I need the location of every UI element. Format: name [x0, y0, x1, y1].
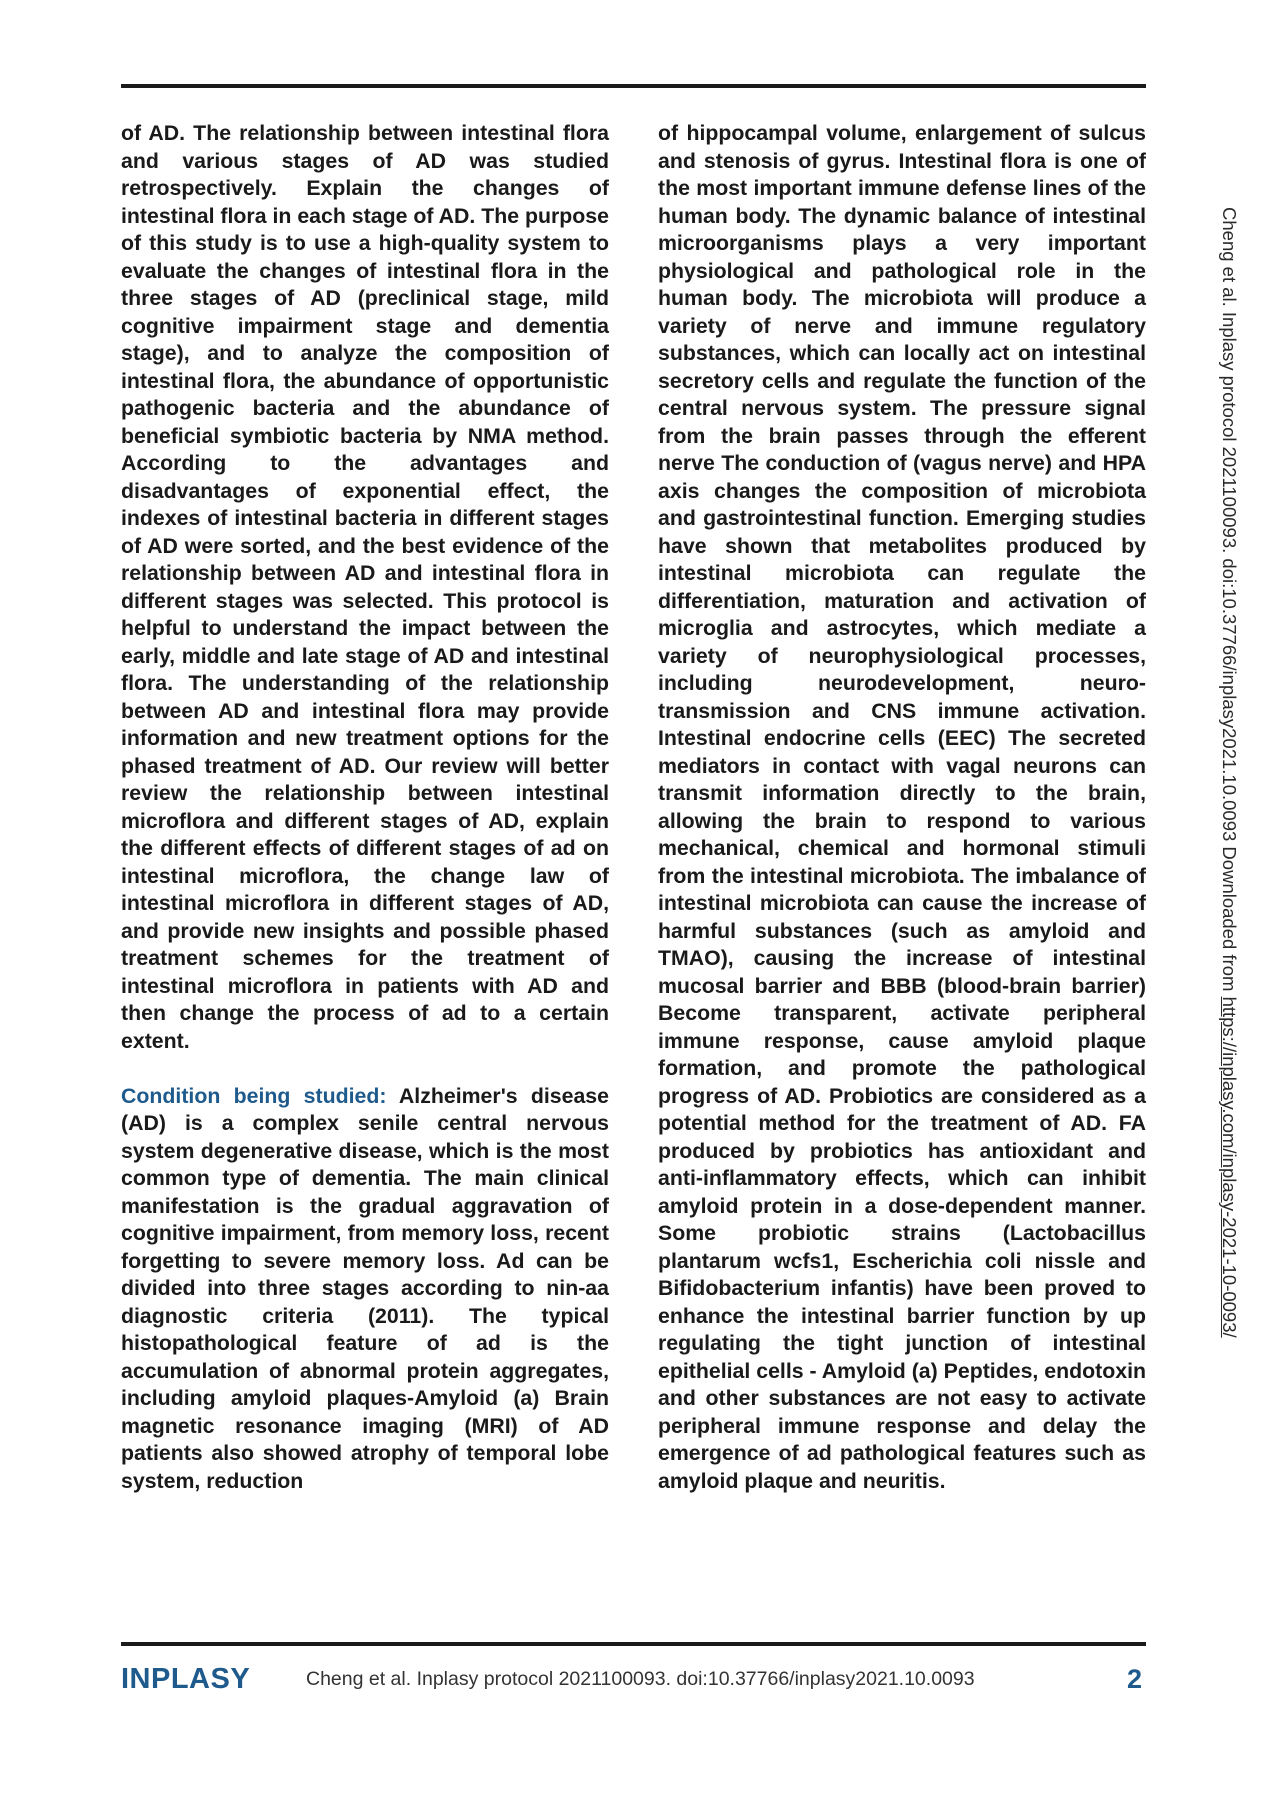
right-column	[658, 120, 1146, 1495]
left-paragraph-body: of AD. The relationship between intestinal flora and various stages of AD was studied retrospectively. Explain the changes of intestinal flora in each stage of AD. The purpose of this study is to use a high-quality system to evaluate the changes of intestinal flora in the three stages of AD (preclinical stage, mild cognitive impairment stage and dementia stage), and to analyze the composition of intestinal flora, the abundance of opportunistic pathogenic bacteria and the abundance of beneficial symbiotic bacteria by NMA method. According to the advantages and disadvantages of exponential effect, the indexes of intestinal bacteria in different stages of AD were sorted, and the best evidence of the relationship between AD and intestinal flora in different stages was selected. This protocol is helpful to understand the impact between the early, middle and late stage of AD and intestinal flora. The understanding of the relationship between AD and intestinal flora may provide information and new treatment options for the phased treatment of AD. Our review will better review the relationship between intestinal microflora and different stages of AD, explain the different effects of different stages of ad on intestinal microflora, the change law of intestinal microflora in different stages of AD, and provide new insights and possible phased treatment schemes for the treatment of intestinal microflora in patients with AD and then change the process of ad to a certain extent.	[121, 121, 609, 1053]
footer-citation: Cheng et al. Inplasy protocol 2021100093. doi:10.37766/inplasy2021.10.0093	[306, 1668, 975, 1690]
condition-paragraph	[121, 1083, 609, 1496]
header-rule	[121, 84, 1146, 88]
footer-rule	[121, 1642, 1146, 1646]
footer-brand-logo: INPLASY	[121, 1663, 251, 1695]
side-download-note	[1218, 207, 1240, 1338]
condition-text: Alzheimer's disease (AD) is a complex senile central nervous system degenerative disease, which is the most common type of dementia. The main clinical manifestation is the gradual aggravation of cognitive impairment, from memory loss, recent forgetting to severe memory loss. Ad can be divided into three stages according to nin-aa diagnostic criteria (2011). The typical histopathological feature of ad is the accumulation of abnormal protein aggregates, including amyloid plaques-Amyloid (a) Brain magnetic resonance imaging (MRI) of AD patients also showed atrophy of temporal lobe system, reduction	[121, 1083, 609, 1493]
left-column	[121, 120, 609, 1495]
side-note-link[interactable]: https://inplasy.com/inplasy-2021-10-0093/	[1219, 996, 1240, 1338]
page-number: 2	[1127, 1664, 1143, 1694]
right-paragraph-body: of hippocampal volume, enlargement of sulcus and stenosis of gyrus. Intestinal flora is one of the most important immune defense lines of the human body. The dynamic balance of intestinal microorganisms plays a very important physiological and pathological role in the human body. The microbiota will produce a variety of nerve and immune regulatory substances, which can locally act on intestinal secretory cells and regulate the function of the central nervous system. The pressure signal from the brain passes through the efferent nerve The conduction of (vagus nerve) and HPA axis changes the composition of microbiota and gastrointestinal function. Emerging studies have shown that metabolites produced by intestinal microbiota can regulate the differentiation, maturation and activation of microglia and astrocytes, which mediate a variety of neurophysiological processes, including neurodevelopment, neuro-transmission and CNS immune activation. Intestinal endocrine cells (EEC) The secreted mediators in contact with vagal neurons can transmit information directly to the brain, allowing the brain to respond to various mechanical, chemical and hormonal stimuli from the intestinal microbiota. The imbalance of intestinal microbiota can cause the increase of harmful substances (such as amyloid and TMAO), causing the increase of intestinal mucosal barrier and BBB (blood-brain barrier) Become transparent, activate peripheral immune response, cause amyloid plaque formation, and promote the pathological progress of AD. Probiotics are considered as a potential method for the treatment of AD. FA produced by probiotics has antioxidant and anti-inflammatory effects, which can inhibit amyloid protein in a dose-dependent manner. Some probiotic strains (Lactobacillus plantarum wcfs1, Escherichia coli nissle and Bifidobacterium infantis) have been proved to enhance the intestinal barrier function by up regulating the tight junction of intestinal epithelial cells - Amyloid (a) Peptides, endotoxin and other substances are not easy to activate peripheral immune response and delay the emergence of ad pathological features such as amyloid plaque and neuritis.	[658, 121, 1146, 1493]
side-note-text: Cheng et al. Inplasy protocol 2021100093. doi:10.37766/inplasy2021.10.0093 Downloaded from	[1219, 207, 1240, 997]
condition-heading: Condition being studied:	[121, 1083, 387, 1108]
